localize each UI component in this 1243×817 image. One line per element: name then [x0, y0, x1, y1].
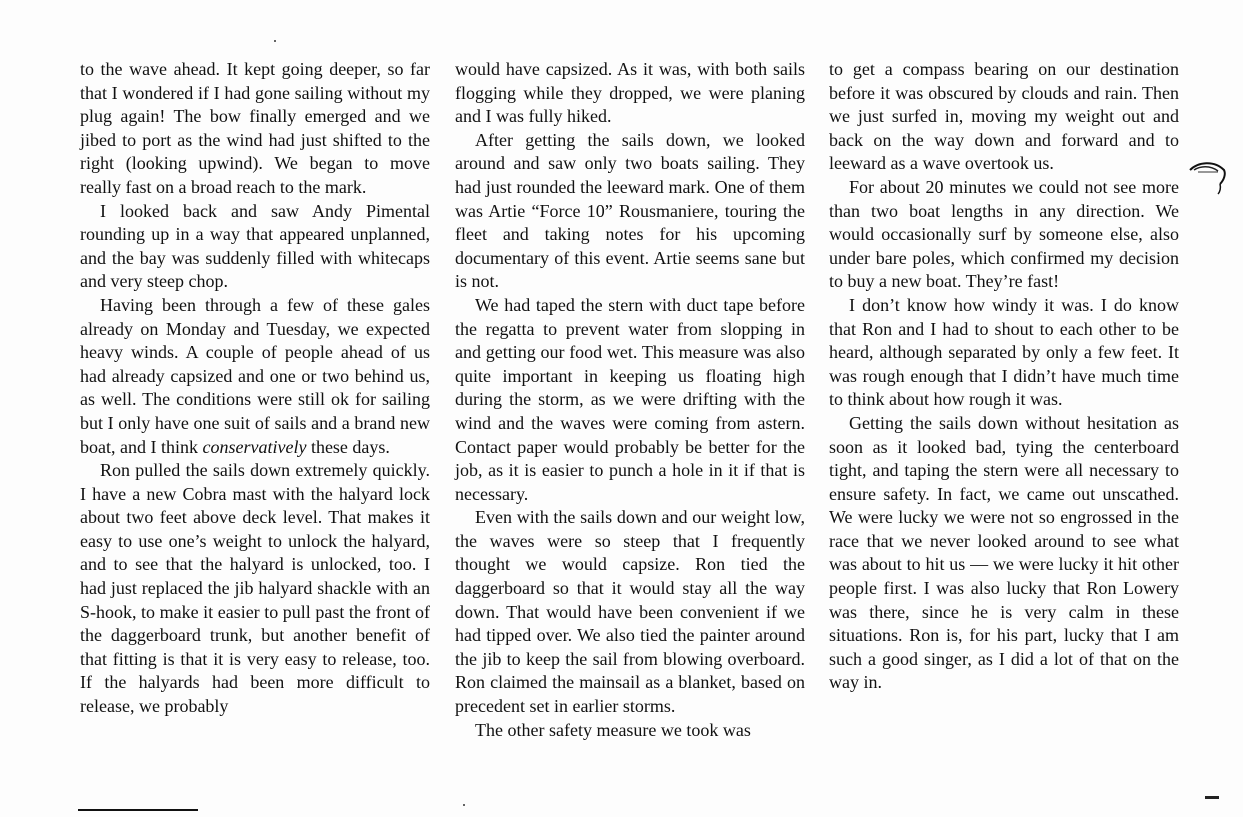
paragraph: to get a compass bearing on our destination before it was obscured by clouds and rain. Then we just surfed in, moving my weight out and back on the way down and forward and to leeward as a wave overtook us.	[829, 59, 1179, 174]
paragraph	[80, 294, 430, 459]
paragraph: I looked back and saw Andy Pimental rounding up in a way that appeared unplanned, and the bay was suddenly filled with whitecaps and very steep chop.	[80, 200, 430, 292]
paragraph: After getting the sails down, we looked around and saw only two boats sailing. They had just rounded the leeward mark. One of them was Artie “Force 10” Rousmaniere, touring the fleet and taking notes for his upcoming documentary of this event. Artie seems sane but is not.	[455, 129, 805, 292]
paragraph: would have capsized. As it was, with both sails flogging while they dropped, we were planing and I was fully hiked.	[455, 59, 805, 127]
paragraph-text: Having been through a few of these gales already on Monday and Tuesday, we expected heavy winds. A couple of people ahead of us had already capsized and one or two behind us, as well. The conditions were still ok for sailing but I only have one suit of sails and a brand new boat, and I think	[80, 294, 430, 457]
paragraph: to the wave ahead. It kept going deeper, so far that I wondered if I had gone sailing without my plug again! The bow finally emerged and we jibed to port as the wind had just shifted to the right (looking upwind). We began to move really fast on a broad reach to the mark.	[80, 59, 430, 197]
footer-rule	[78, 809, 198, 811]
paragraph-text: these days.	[306, 436, 390, 457]
binding-mark-icon	[1188, 160, 1228, 196]
paragraph: Ron pulled the sails down extremely quickly. I have a new Cobra mast with the halyard lock about two feet above deck level. That makes it easy to use one’s weight to unlock the halyard, and to see that the halyard is unlocked, too. I had just replaced the jib halyard shackle with an S-hook, to make it easier to pull past the front of the daggerboard trunk, but another benefit of that fitting is that it is very easy to release, too. If the halyards had been more difficult to release, we probably	[80, 460, 430, 717]
text-column-1	[80, 58, 430, 719]
scan-speck	[463, 804, 465, 806]
paragraph: For about 20 minutes we could not see more than two boat lengths in any direction. We would occasionally surf by someone else, also under bare poles, which confirmed my decision to buy a new boat. They’re fast!	[829, 176, 1179, 292]
paragraph: We had taped the stern with duct tape before the regatta to prevent water from slopping in and getting our food wet. This measure was also quite important in keeping us floating high during the storm, as we were drifting with the wind and the waves were coming from astern. Contact paper would probably be better for the job, as it is easier to punch a hole in it if that is necessary.	[455, 294, 805, 504]
paragraph: Even with the sails down and our weight low, the waves were so steep that I frequently thought we would capsize. Ron tied the daggerboard so that it would stay all the way down. That would have been convenient if we had tipped over. We also tied the painter around the jib to keep the sail from blowing overboard. Ron claimed the mainsail as a blanket, based on precedent set in earlier storms.	[455, 507, 805, 717]
edge-mark	[1205, 796, 1219, 799]
text-column-2	[455, 58, 805, 742]
scan-speck	[274, 40, 276, 42]
text-column-3	[829, 58, 1179, 695]
emphasized-word: conservatively	[202, 436, 307, 457]
paragraph: The other safety measure we took was	[475, 719, 751, 740]
paragraph: Getting the sails down without hesitation as soon as it looked bad, tying the centerboard tight, and taping the stern were all necessary to ensure safety. In fact, we came out unscathed. We were lucky we were not so engrossed in the race that we never looked around to see what was about to hit us — we were lucky it hit other people first. I was also lucky that Ron Lowery was there, since he is very calm in these situations. Ron is, for his part, lucky that I am such a good singer, as I did a lot of that on the way in.	[829, 412, 1179, 693]
paragraph: I don’t know how windy it was. I do know that Ron and I had to shout to each other to be heard, although separated by only a few feet. It was rough enough that I didn’t have much time to think about how rough it was.	[829, 294, 1179, 410]
